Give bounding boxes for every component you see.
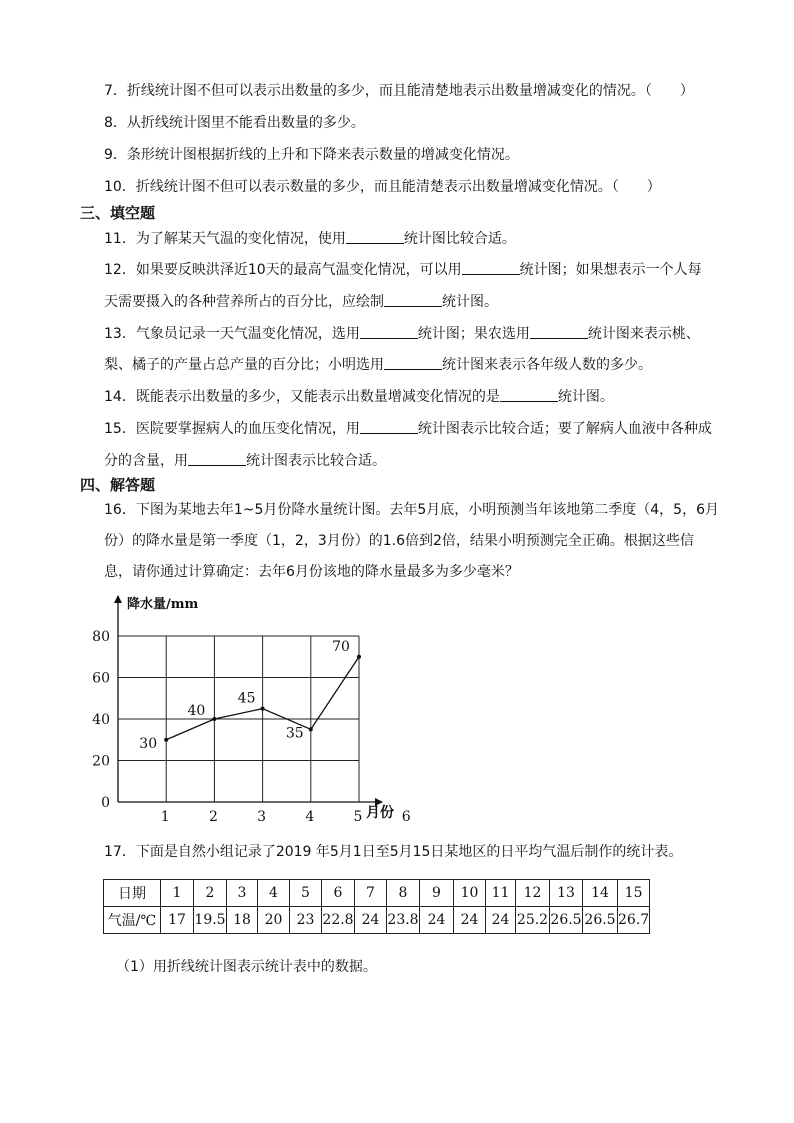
table-cell-date: 1 [161,880,194,907]
section-3-heading: 三、填空题 [80,204,156,222]
table-cell-temp: 24 [355,907,387,934]
table-header-temp: 气温/℃ [104,907,161,934]
y-axis-label: 降水量/mm [127,597,199,612]
x-tick-label: 2 [208,809,218,825]
table-cell-date: 4 [258,880,290,907]
table-cell-date: 5 [290,880,322,907]
answer-blank[interactable] [360,418,418,434]
question-10: 10．折线统计图不但可以表示数量的多少，而且能清楚表示出数量增减变化情况。（ ） [104,179,661,195]
question-15-cont: 分的含量，用 统计图表示比较合适。 [104,450,386,471]
table-cell-date: 3 [227,880,258,907]
x-axis-label: 月份 [366,805,394,821]
table-cell-date: 15 [618,880,650,907]
table-cell-temp: 22.8 [322,907,355,934]
chart-ticks [92,629,411,825]
chart-series [139,639,361,752]
y-axis-arrow [114,595,122,603]
table-cell-temp: 20 [258,907,290,934]
table-cell-temp: 23.8 [387,907,420,934]
y-tick-label: 40 [92,712,110,728]
table-cell-date: 11 [486,880,516,907]
data-point [164,738,168,742]
data-label: 35 [285,725,304,742]
question-16-line-3: 息，请你通过计算确定：去年6月份该地的降水量最多为多少毫米？ [104,564,519,580]
question-11: 11．为了解某天气温的变化情况，使用 统计图比较合适。 [104,228,516,249]
question-17: 17．下面是自然小组记录了2019 年5月1日至5月15日某地区的日平均气温后制作的统计表。 [104,844,683,860]
table-cell-date: 13 [550,880,583,907]
question-13: 13．气象员记录一天气温变化情况，选用 统计图；果农选用 统计图来表示桃、 [104,323,700,344]
data-point [357,655,361,659]
data-point [309,727,313,731]
table-cell-temp: 18 [227,907,258,934]
question-13-cont: 梨、橘子的产量占总产量的百分比；小明选用 统计图来表示各年级人数的多少。 [104,354,652,375]
temperature-table [103,879,650,934]
table-cell-temp: 19.5 [194,907,227,934]
answer-blank[interactable] [384,354,442,370]
table-cell-date: 7 [355,880,387,907]
table-cell-temp: 17 [161,907,194,934]
x-tick-label: 5 [353,809,363,825]
precipitation-line-chart [85,590,415,830]
question-9: 9．条形统计图根据折线的上升和下降来表示数量的增减变化情况。 [104,147,519,163]
data-point [212,717,216,721]
table-cell-temp: 26.7 [618,907,650,934]
table-cell-temp: 26.5 [583,907,618,934]
table-cell-temp: 24 [454,907,486,934]
answer-blank[interactable] [360,323,418,339]
table-header-date: 日期 [104,880,161,907]
table-cell-temp: 24 [420,907,454,934]
answer-blank[interactable] [500,386,558,402]
answer-blank[interactable] [530,323,588,339]
table-cell-date: 9 [420,880,454,907]
question-16-line-1: 16．下图为某地去年1~5月份降水量统计图。去年5月底，小明预测当年该地第二季度（4，5，6月 [104,502,719,518]
y-tick-label: 80 [92,629,110,645]
x-tick-label: 6 [401,809,411,825]
answer-blank[interactable] [384,291,442,307]
question-12-cont: 天需要摄入的各种营养所占的百分比，应绘制 统计图。 [104,291,498,312]
table-cell-temp: 26.5 [550,907,583,934]
question-12: 12．如果要反映洪泽近10天的最高气温变化情况，可以用 统计图；如果想表示一个人每 [104,259,702,280]
question-16-line-2: 份）的降水量是第一季度（1，2，3月份）的1.6倍到2倍，结果小明预测完全正确。根据这些信 [104,533,694,549]
table-cell-date: 12 [516,880,550,907]
question-17-part-1: （1）用折线统计图表示统计表中的数据。 [116,959,377,975]
y-tick-label: 60 [92,670,110,687]
answer-blank[interactable] [462,259,520,275]
table-cell-date: 2 [194,880,227,907]
data-label: 45 [237,690,256,707]
question-15: 15．医院要掌握病人的血压变化情况，用 统计图表示比较合适；要了解病人血液中各种成 [104,418,712,439]
y-tick-label: 0 [101,795,110,811]
question-8: 8．从折线统计图里不能看出数量的多少。 [104,115,365,131]
data-point [261,707,265,711]
x-tick-label: 3 [257,809,267,825]
data-label: 30 [139,735,158,752]
chart-grid [118,636,359,802]
table-cell-temp: 23 [290,907,322,934]
question-7: 7．折线统计图不但可以表示出数量的多少，而且能清楚地表示出数量增减变化的情况。（ ） [104,83,694,99]
table-cell-date: 10 [454,880,486,907]
table-row-temperatures [104,907,650,934]
data-label: 40 [187,703,206,719]
answer-blank[interactable] [188,450,246,466]
data-label: 70 [332,638,350,655]
table-cell-temp: 24 [486,907,516,934]
section-4-heading: 四、解答题 [80,476,156,494]
x-tick-label: 4 [305,809,315,825]
table-row-dates [104,880,650,907]
y-tick-label: 20 [92,753,110,770]
table-cell-temp: 25.2 [516,907,550,934]
table-cell-date: 8 [387,880,420,907]
question-14: 14．既能表示出数量的多少，又能表示出数量增减变化情况的是 统计图。 [104,386,614,407]
table-cell-date: 14 [583,880,618,907]
table-cell-date: 6 [322,880,355,907]
answer-blank[interactable] [346,228,404,244]
x-tick-label: 1 [160,809,170,825]
